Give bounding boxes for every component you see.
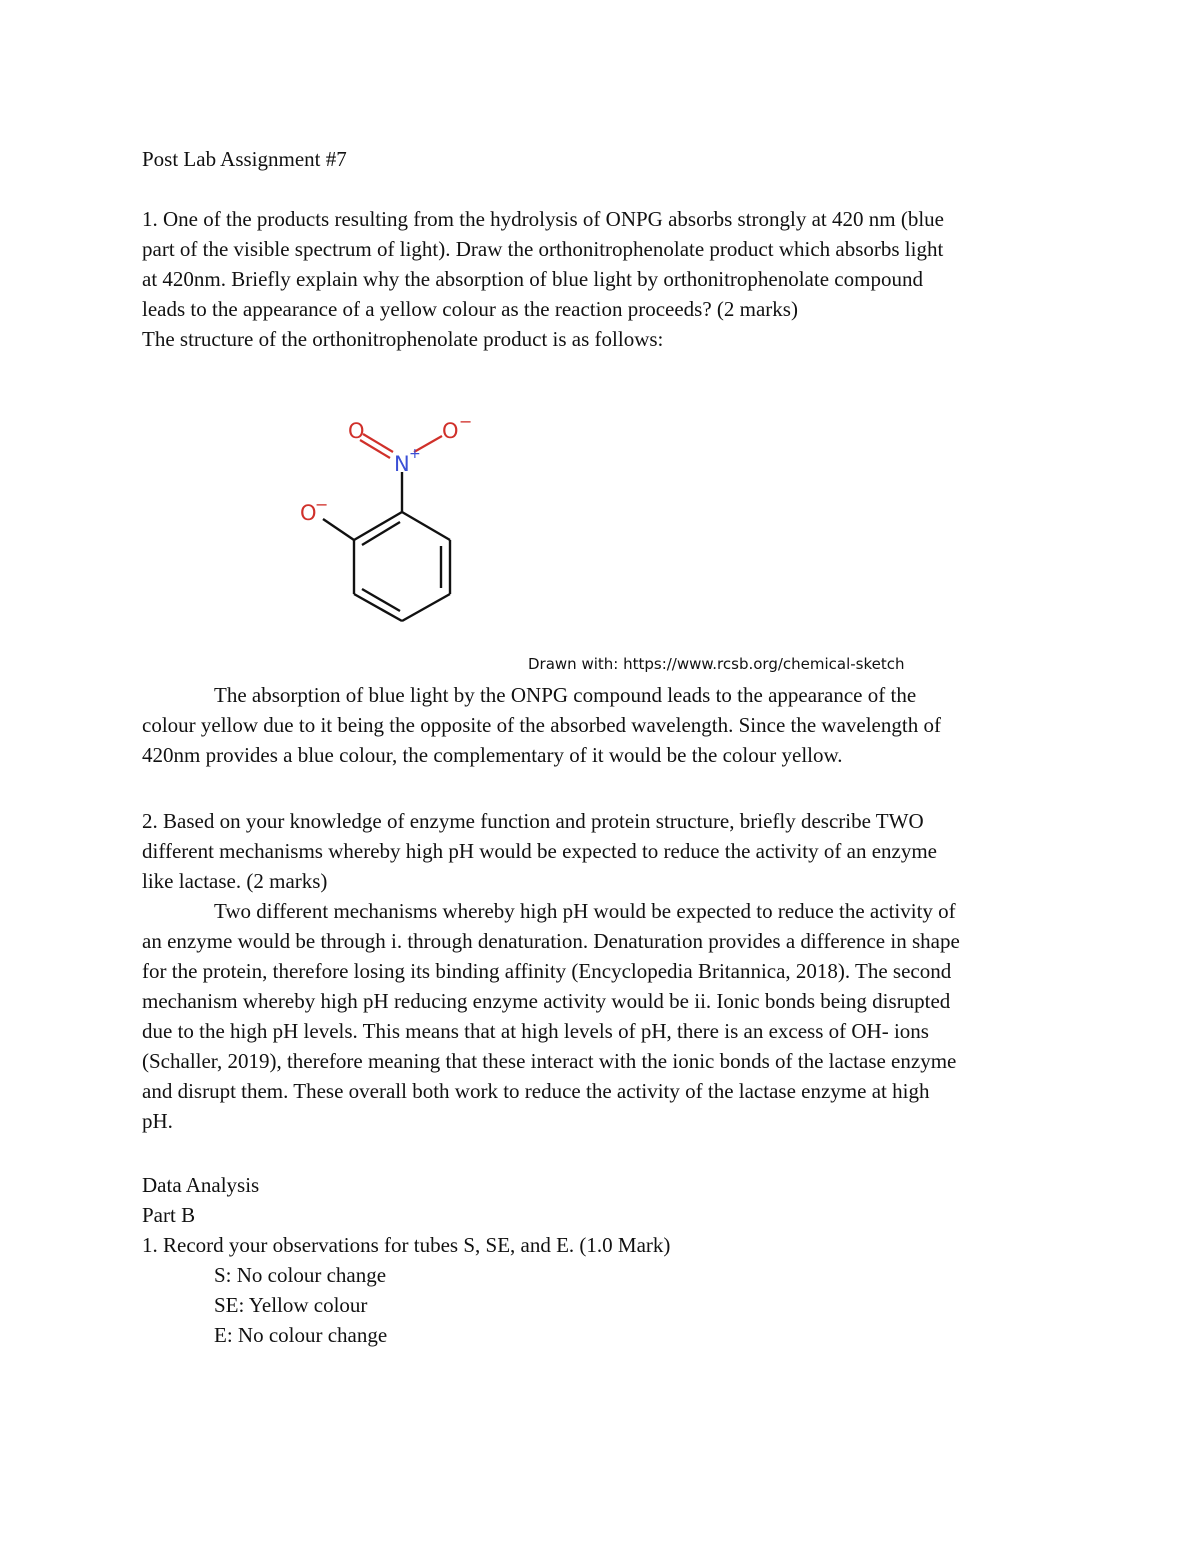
benzene-ring bbox=[323, 472, 450, 621]
ring-bond bbox=[402, 512, 450, 540]
ring-double-bond bbox=[362, 589, 400, 611]
question-1-line: part of the visible spectrum of light). Draw the orthonitrophenolate product which absorbs light bbox=[142, 237, 944, 261]
image-credit: Drawn with: https://www.rcsb.org/chemical-sketch bbox=[528, 655, 905, 673]
question-2 bbox=[142, 806, 1062, 896]
question-1-line: leads to the appearance of a yellow colour as the reaction proceeds? (2 marks) bbox=[142, 297, 798, 321]
orthonitrophenolate-structure bbox=[290, 400, 490, 635]
oxygen-label: O bbox=[442, 419, 459, 443]
structure-intro: The structure of the orthonitrophenolate product is as follows: bbox=[142, 327, 664, 351]
answer-2-line: (Schaller, 2019), therefore meaning that these interact with the ionic bonds of the lactase enzyme bbox=[142, 1049, 957, 1073]
phenolate-oxygen-label: O bbox=[300, 501, 317, 525]
answer-1-line: colour yellow due to it being the opposite of the absorbed wavelength. Since the wavelength of bbox=[142, 713, 941, 737]
answer-1-line: The absorption of blue light by the ONPG compound leads to the appearance of the bbox=[214, 683, 917, 707]
document-title: Post Lab Assignment #7 bbox=[142, 147, 347, 171]
data-analysis-section bbox=[142, 1170, 1062, 1350]
part-heading: Part B bbox=[142, 1203, 196, 1227]
nitrogen-label: N bbox=[394, 452, 410, 476]
answer-2-line: pH. bbox=[142, 1109, 173, 1133]
oxygen-charge: − bbox=[459, 412, 473, 431]
observation-question: 1. Record your observations for tubes S, SE, and E. (1.0 Mark) bbox=[142, 1233, 671, 1257]
question-2-line: different mechanisms whereby high pH would be expected to reduce the activity of an enzyme bbox=[142, 839, 937, 863]
observation-s: S: No colour change bbox=[214, 1263, 387, 1287]
question-1-line: 1. One of the products resulting from the hydrolysis of ONPG absorbs strongly at 420 nm (blue bbox=[142, 207, 944, 231]
observation-se: SE: Yellow colour bbox=[214, 1293, 368, 1317]
nitrogen-charge: + bbox=[409, 446, 421, 462]
ring-bond bbox=[402, 594, 450, 621]
question-2-line: 2. Based on your knowledge of enzyme function and protein structure, briefly describe TWO bbox=[142, 809, 924, 833]
answer-2-line: for the protein, therefore losing its binding affinity (Encyclopedia Britannica, 2018). The second bbox=[142, 959, 952, 983]
observation-e: E: No colour change bbox=[214, 1323, 388, 1347]
section-heading: Data Analysis bbox=[142, 1173, 260, 1197]
answer-2-line: mechanism whereby high pH reducing enzyme activity would be ii. Ionic bonds being disrupted bbox=[142, 989, 951, 1013]
atom-labels bbox=[300, 412, 472, 525]
nitrogen-oxygen-double-bond bbox=[363, 434, 393, 452]
carbon-oxygen-bond bbox=[323, 519, 354, 540]
answer-2-line: an enzyme would be through i. through denaturation. Denaturation provides a difference in shape bbox=[142, 929, 960, 953]
oxygen-label: O bbox=[348, 419, 365, 443]
answer-2 bbox=[142, 896, 1062, 1136]
question-1-line: at 420nm. Briefly explain why the absorption of blue light by orthonitrophenolate compound bbox=[142, 267, 923, 291]
answer-2-line: and disrupt them. These overall both work to reduce the activity of the lactase enzyme at high bbox=[142, 1079, 930, 1103]
question-2-line: like lactase. (2 marks) bbox=[142, 869, 328, 893]
answer-1 bbox=[142, 680, 1062, 770]
phenolate-oxygen-charge: − bbox=[315, 495, 329, 514]
question-1 bbox=[142, 204, 1062, 324]
answer-1-line: 420nm provides a blue colour, the complementary of it would be the colour yellow. bbox=[142, 743, 843, 767]
answer-2-line: due to the high pH levels. This means that at high levels of pH, there is an excess of OH- ions bbox=[142, 1019, 929, 1043]
answer-2-line: Two different mechanisms whereby high pH would be expected to reduce the activity of bbox=[214, 899, 956, 923]
